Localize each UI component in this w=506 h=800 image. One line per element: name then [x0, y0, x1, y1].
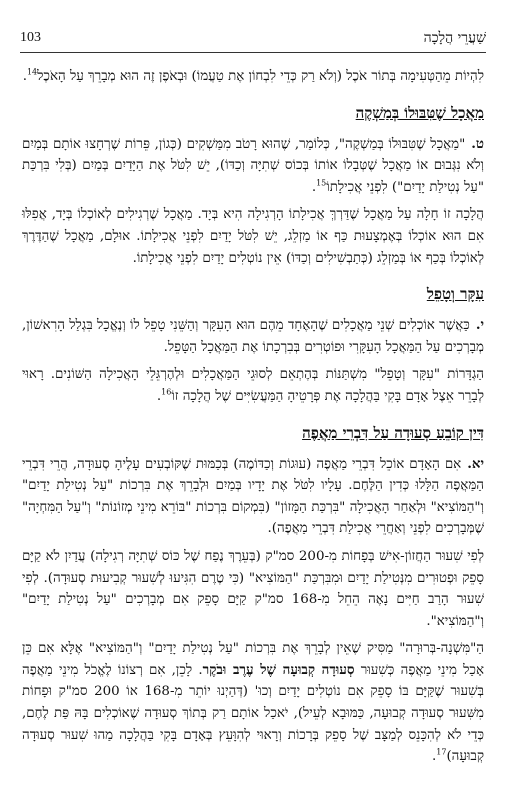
paragraph-text: "מַאֲכָל שֶׁטִּבּוּלוֹ בְּמַשְׁקֶה", כְּלוֹמַר, שֶׁהוּא רָטֹב מִמַּשְׁקִים (כְּגוֹן, פֵּרוֹת שֶׁרְחָצוּ אוֹתָם בְּמַיִם וְלֹא נִגְּבוּם אוֹ מַאֲכָל שֶׁטְּבָלוֹ אוֹתוֹ בְּכוֹס שְׁתִיָּה וְכַדּוֹ), יֵשׁ לִטֹּל אֶת הַיָּדַיִם בְּמַיִם (בְּלִי בִּרְכַּת "עַל נְטִילַת יָדַיִם") לִפְנֵי אֲכִילָתוֹ	[22, 136, 484, 195]
header-rule	[20, 52, 486, 53]
paragraph-number: ט.	[471, 135, 484, 152]
page-number: 103	[20, 30, 41, 45]
paragraph-text: כַּאֲשֶׁר אוֹכְלִים שְׁנֵי מַאֲכָלִים שֶׁהָאֶחָד מֵהֶם הוּא הָעִקָּר וְהַשֵּׁנִי טָפֵל לוֹ וְנֶאֱכָל בִּגְלַל הָרִאשׁוֹן, מְבָרְכִים עַל הַמַּאֲכָל הָעִקָּרִי וּפוֹטְרִים בְּבִרְכָתוֹ אֶת הַמַּאֲכָל הַטָּפֵל.	[22, 318, 484, 355]
paragraph-11-measures: לְפִי שִׁעוּר הַחֲזוֹן-אִישׁ בְּפָחוֹת מִ-200 סמ"ק (בְּעֵרֶךְ נֶפַח שֶׁל כּוֹס שְׁתִיָּה רְגִילָה) עֲדַיִן לֹא קַיָּם סָפֵק וּפְטוּרִים מִנְּטִילַת יָדַיִם וּמִבִּרְכַּת "הַמּוֹצִיא" (כִּי טֶרֶם הִגִּיעוּ לְשִׁעוּר קְבִיעוּת סְעוּדָה). לְפִי שִׁעוּר הָרַב חַיִּים נָאֶה הֵחֵל מִ-168 סמ"ק קַיָּם סָפֵק אִם מְבָרְכִים "עַל נְטִילַת יָדַיִם" וְ"הַמּוֹצִיא".	[22, 548, 484, 629]
paragraph-text: לִהְיוֹת מֵהַטְּעִימָה בְּתוֹר אֹכֶל (וְלֹא רַק כְּדֵי לִבְחוֹן אֶת טַעֲמוֹ) וּבְאֹפֶן זֶה הוּא מְבָרֵךְ עַל הָאֹכֶל	[37, 69, 484, 84]
paragraph-10	[22, 315, 484, 358]
page-header	[20, 30, 486, 50]
section-title-primary-secondary: עִקָּר וְטָפֵל	[426, 285, 484, 304]
section-title-dipped-food: מַאֲכָל שֶׁטִּבּוּלוֹ בְּמַשְׁקֶה	[355, 103, 484, 122]
paragraph-text: הַ"מִּשְׁנָה-בְּרוּרָה" מַסִּיק שֶׁאֵין לְבָרֵךְ אֶת בִּרְכוֹת "עַל נְטִילַת יָדַיִם" וְ"הַמּוֹצִיא" אֶלָּא אִם כֵּן אָכַל מִינֵי מַאֲפֶה כְּשִׁעוּר	[22, 641, 485, 678]
paragraph-text: הַגְדָּרוֹת "עִקָּר וְטָפֵל" מִשְׁתַּנּוֹת בְּהֶתְאֵם לְסוּגֵי הַמַּאֲכָלִים וּלְהֶרְגֵּלֵי הָאֲכִילָה הַשּׁוֹנִים. רָאוּי לְבָרֵר אֵצֶל אָדָם בָּקִי בַּהֲלָכָה אֶת פְּרָטֵיהָ הַמַּעֲשִׂיִּים שֶׁל הֲלָכָה זוֹ	[22, 367, 484, 404]
paragraph-9: ט."מַאֲכָל שֶׁטִּבּוּלוֹ בְּמַשְׁקֶה", כְּלוֹמַר, שֶׁהוּא רָטֹב מִמַּשְׁקִים (כְּגוֹן, פֵּרוֹת שֶׁרְחָצוּ אוֹתָם בְּמַיִם וְלֹא נִגְּבוּם אוֹ מַאֲכָל שֶׁטְּבָלוֹ אוֹתוֹ בְּכוֹס שְׁתִיָּה וְכַדּוֹ), יֵשׁ לִטֹּל אֶת הַיָּדַיִם בְּמַיִם (בְּלִי בִּרְכַּת "עַל נְטִילַת יָדַיִם") לִפְנֵי אֲכִילָתוֹ$^{15}$.	[22, 135, 484, 195]
running-head: שַׁעֲרֵי הֲלָכָה	[423, 30, 486, 46]
paragraph-9-detail: הֲלָכָה זוֹ חָלָה עַל מַאֲכָל שֶׁדַּרְךְּ אֲכִילָתוֹ הָרְגִילָה הִיא בְּיָד. מַאֲכָל שֶׁרְגִילִים לְאוֹכְלוֹ בְּיָד, אֲפִלּוּ אִם הוּא אוֹכְלוֹ בְּאֶמְצָעוּת כַּף אוֹ מַזְלֵג, יֵשׁ לִטֹּל יָדַיִם לִפְנֵי אֲכִילָתוֹ. אוּלָם, מַאֲכָל שֶׁהַדֶּרֶךְ לְאוֹכְלוֹ בְּכַף אוֹ בְּמַזְלֵג (כְּתַבְשִׁילִים וְכַדּוֹ) אֵין נוֹטְלִים יָדַיִם לִפְנֵי אֲכִילָתוֹ.	[22, 207, 484, 266]
paragraph-text: אִם הָאָדָם אוֹכֵל דִּבְרֵי מַאֲפֶה (עוּגוֹת וְכַדּוֹמֶה) בְּכַמּוּת שֶׁקּוֹבְעִים עָלֶיהָ סְעוּדָה, הֲרֵי דִּבְרֵי הַמַּאֲפֶה הַלָּלוּ כְּדִין הַלֶּחֶם. עָלָיו לִטֹּל אֶת יָדָיו בְּמַיִם וּלְבָרֵךְ אֶת בִּרְכוֹת "עַל נְטִילַת יָדַיִם" וְ"הַמּוֹצִיא" וּלְאַחַר הָאֲכִילָה "בִּרְכַּת הַמָּזוֹן" (בִּמְקוֹם בִּרְכוֹת "בּוֹרֵא מִינֵי מְזוֹנוֹת" וְ"עַל הַמִּחְיָה" שֶׁמְּבָרְכִים לִפְנֵי וְאַחֲרֵי אֲכִילַת דִּבְרֵי מַאֲפֶה).	[22, 456, 484, 537]
page-body	[22, 66, 484, 774]
footnote-marker: 14	[26, 67, 38, 77]
paragraph-number: י.	[475, 317, 484, 334]
footnote-marker: 17	[436, 747, 447, 757]
paragraph-10-detail: הַגְדָּרוֹת "עִקָּר וְטָפֵל" מִשְׁתַּנּוֹת בְּהֶתְאֵם לְסוּגֵי הַמַּאֲכָלִים וּלְהֶרְגֵּלֵי הָאֲכִילָה הַשּׁוֹנִים. רָאוּי לְבָרֵר אֵצֶל אָדָם בָּקִי בַּהֲלָכָה אֶת פְּרָטֵיהָ הַמַּעֲשִׂיִּים שֶׁל הֲלָכָה זוֹ$^{16}$.	[22, 367, 484, 404]
paragraph-11-mishna-berura: הַ"מִּשְׁנָה-בְּרוּרָה" מַסִּיק שֶׁאֵין לְבָרֵךְ אֶת בִּרְכוֹת "עַל נְטִילַת יָדַיִם" וְ"הַמּוֹצִיא" אֶלָּא אִם כֵּן אָכַל מִינֵי מַאֲפֶה כְּשִׁעוּר סְעוּדָה קְבוּעָה שֶׁל עֶרֶב וּבֹקֶר. לָכֵן, אִם רְצוֹנוֹ לֶאֱכֹל מִינֵי מַאֲפֶה בְּשִׁעוּר שֶׁקַּיָּם בּוֹ סָפֵק אִם נוֹטְלִים יָדַיִם וְכוּ' (דְּהַיְנוּ יוֹתֵר מִ-168 אוֹ 200 סמ"ק וּפָחוֹת מִשִּׁעוּר סְעוּדָה קְבוּעָה, כַּמּוּבָא לְעֵיל), יֹאכַל אוֹתָם רַק בְּתוֹךְ סְעוּדָה שֶׁאוֹכְלִים בָּהּ פַּת לֶחֶם, כְּדֵי לֹא לְהִכָּנֵס לְמַצָּב שֶׁל סָפֵק בְּרָכוֹת וְרָאוּי לְהִוָּעֵץ בְּאָדָם בָּקִי בַּהֲלָכָה מַהוּ שִׁעוּר סְעוּדָה קְבוּעָה)$^{17}$.	[22, 641, 485, 765]
section-title-baked-goods-meal: דִּין קוֹבֵעַ סְעוּדָה עַל דִּבְרֵי מַאֲפֶה	[302, 423, 484, 442]
footnote-marker: 15	[316, 178, 327, 188]
paragraph-number: יא.	[467, 455, 484, 472]
paragraph-continuation: לִהְיוֹת מֵהַטְּעִימָה בְּתוֹר אֹכֶל (וְלֹא רַק כְּדֵי לִבְחוֹן אֶת טַעֲמוֹ) וּבְאֹפֶן זֶה הוּא מְבָרֵךְ עַל הָאֹכֶל$^{14}$.	[22, 67, 484, 84]
bold-phrase: סְעוּדָה קְבוּעָה שֶׁל עֶרֶב וּבֹקֶר	[202, 661, 355, 678]
footnote-marker: 16	[161, 387, 172, 397]
paragraph-11	[22, 454, 484, 540]
paragraph-text-cont: . לָכֵן, אִם רְצוֹנוֹ לֶאֱכֹל מִינֵי מַאֲפֶה בְּשִׁעוּר שֶׁקַּיָּם בּוֹ סָפֵק אִם נוֹטְלִים יָדַיִם וְכוּ' (דְּהַיְנוּ יוֹתֵר מִ-168 אוֹ 200 סמ"ק וּפָחוֹת מִשִּׁעוּר סְעוּדָה קְבוּעָה, כַּמּוּבָא לְעֵיל), יֹאכַל אוֹתָם רַק בְּתוֹךְ סְעוּדָה שֶׁאוֹכְלִים בָּהּ פַּת לֶחֶם, כְּדֵי לֹא לְהִכָּנֵס לְמַצָּב שֶׁל סָפֵק בְּרָכוֹת וְרָאוּי לְהִוָּעֵץ בְּאָדָם בָּקִי בַּהֲלָכָה מַהוּ שִׁעוּר סְעוּדָה קְבוּעָה)	[22, 662, 484, 765]
